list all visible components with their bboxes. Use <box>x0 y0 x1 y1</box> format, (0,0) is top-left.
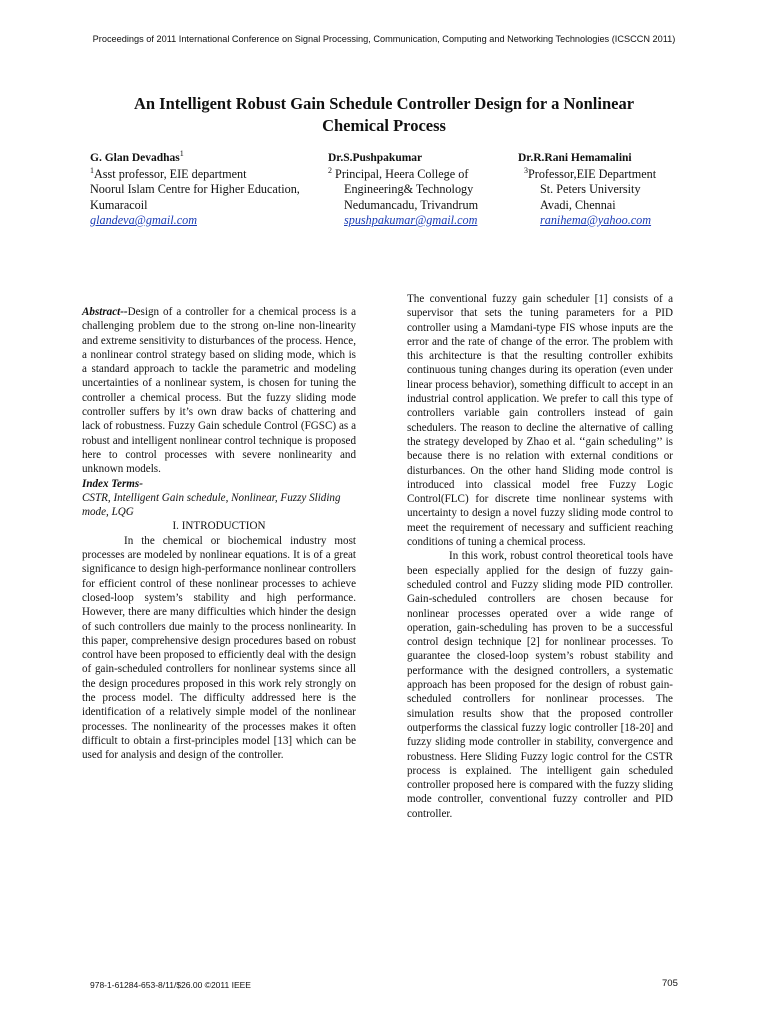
paper-title <box>60 93 708 137</box>
author-institution: Noorul Islam Centre for Higher Education, <box>90 182 300 196</box>
footer-isbn: 978-1-61284-653-8/11/$26.00 ©2011 IEEE <box>90 980 251 990</box>
author-name: Dr.S.Pushpakumar <box>328 152 423 164</box>
author-superscript: 1 <box>179 148 184 158</box>
author-affiliation: Principal, Heera College of <box>335 166 469 181</box>
affiliation-superscript: 1 <box>90 165 94 175</box>
index-terms-label: Index Terms- <box>82 477 143 490</box>
introduction-paragraph: In the chemical or biochemical industry most processes are modeled by nonlinear equations. It is of a great significance to design high-performance nonlinear controllers for efficient control of these nonlinear processes to achieve closed-loop system’s stability and high performance. However, there are many difficulties which hinder the design of such controllers due mainly to the process nonlinearity. In this paper, comprehensive design procedures based on robust control have been proposed to efficiently deal with the design of gain-scheduled controllers for nonlinear systems since all the design procedures proposed in this work rely strongly on the process model. The difficulty addressed here is the identification of a relatively simple model of the nonlinear processes. The nonlinearity of the processes makes it often difficult to obtain a first-principles model [13] which can be used for analysis and design of the controller. <box>82 534 356 762</box>
author-affiliation: Asst professor, EIE department <box>94 166 247 181</box>
author-block-1 <box>90 150 330 229</box>
index-terms-text: CSTR, Intelligent Gain schedule, Nonlinear, Fuzzy Sliding mode, LQG <box>82 491 341 519</box>
abstract-text: Design of a controller for a chemical process is a challenging problem due to the strong on-line non-linearity and extreme sensitivity to disturbances of the process. Hence, a nonlinear control strategy based on sliding mode, which is a standard approach to tackle the parametric and modeling uncertainties of a nonlinear system, is chosen for tuning the controller a chemical process. But the fuzzy sliding mode controller suffers by it’s own draw backs of chattering and lack of robustness. Fuzzy Gain schedule Control (FGSC) as a robust and intelligent nonlinear control technique is proposed here to control processes with severe nonlinearity and unknown models. <box>82 306 356 476</box>
author-block-3 <box>518 150 698 229</box>
author-institution: St. Peters University <box>540 182 641 196</box>
author-name: Dr.R.Rani Hemamalini <box>518 152 632 164</box>
author-location: Kumaracoil <box>90 197 148 212</box>
author-location: Nedumancadu, Trivandrum <box>344 197 479 212</box>
right-paragraph-1: The conventional fuzzy gain scheduler [1] consists of a supervisor that sets the tuning parameters for a PID controller using a Mamdani-type FIS whose inputs are the error and the rate of change of the error. The problem with this architecture is that the resulting controller exhibits continuous tuning changes during its operation (even under linear process behavior), something difficult to accept in an industrial control application. We prefer to call this type of controllers variable gain controllers instead of gain schedulers. The reason to decline the alternative of calling the strategy developed by Zhao et al. ‘‘gain scheduling’’ is because there is no relation with external conditions or disturbances. On the other hand Sliding mode control is introduced into classical model free Fuzzy Logic Control(FLC) for discrete time nonlinear systems with uncertainty to design a novel fuzzy sliding mode control to meet the requirement of necessary and sufficient reaching conditions of tuning a chemical process. <box>407 293 673 549</box>
right-column <box>407 292 673 821</box>
proceedings-header: Proceedings of 2011 International Conference on Signal Processing, Communication, Computing and Networking Technologies (ICSCCN 2011) <box>92 34 676 44</box>
left-column <box>82 305 356 763</box>
affiliation-superscript: 2 <box>328 165 332 175</box>
author-institution: Engineering& Technology <box>344 182 474 196</box>
author-email-link[interactable]: ranihema@yahoo.com <box>540 213 652 227</box>
author-location: Avadi, Chennai <box>540 197 616 212</box>
affiliation-superscript: 3 <box>524 165 528 175</box>
author-block-2 <box>328 150 508 229</box>
author-name: G. Glan Devadhas <box>90 152 180 164</box>
author-affiliation: Professor,EIE Department <box>528 166 657 181</box>
title-line-2: Chemical Process <box>322 116 446 135</box>
title-line-1: An Intelligent Robust Gain Schedule Controller Design for a Nonlinear <box>133 94 635 113</box>
author-email-link[interactable]: glandeva@gmail.com <box>90 213 197 227</box>
author-email-link[interactable]: spushpakumar@gmail.com <box>344 213 478 227</box>
abstract-label: Abstract-- <box>82 306 128 318</box>
section-heading-introduction: I. INTRODUCTION <box>172 520 266 533</box>
page-number: 705 <box>662 978 678 989</box>
abstract <box>82 305 356 477</box>
right-paragraph-2: In this work, robust control theoretical tools have been especially applied for the design of fuzzy gain-scheduled control and Fuzzy sliding mode PID controller. Gain-scheduled controllers are chosen because for nonlinear processes operated over a wide range of operation, gain-scheduling has proven to be a successful control design technique [2] for nonlinear processes. To guarantee the closed-loop system’s robust stability and performance with the designed controllers, a systematic approach has been proposed for the design of robust gain-scheduled controllers for nonlinear processes. The simulation results show that the proposed controller outperforms the classical fuzzy logic controller [18-20] and fuzzy sliding mode controller in stability, convergence and robustness. Here Sliding Fuzzy logic control for the CSTR process is explained. The intelligent gain scheduled controller proposed here is compared with the fuzzy sliding mode controller, conventional fuzzy controller and PID controller. <box>407 550 673 820</box>
